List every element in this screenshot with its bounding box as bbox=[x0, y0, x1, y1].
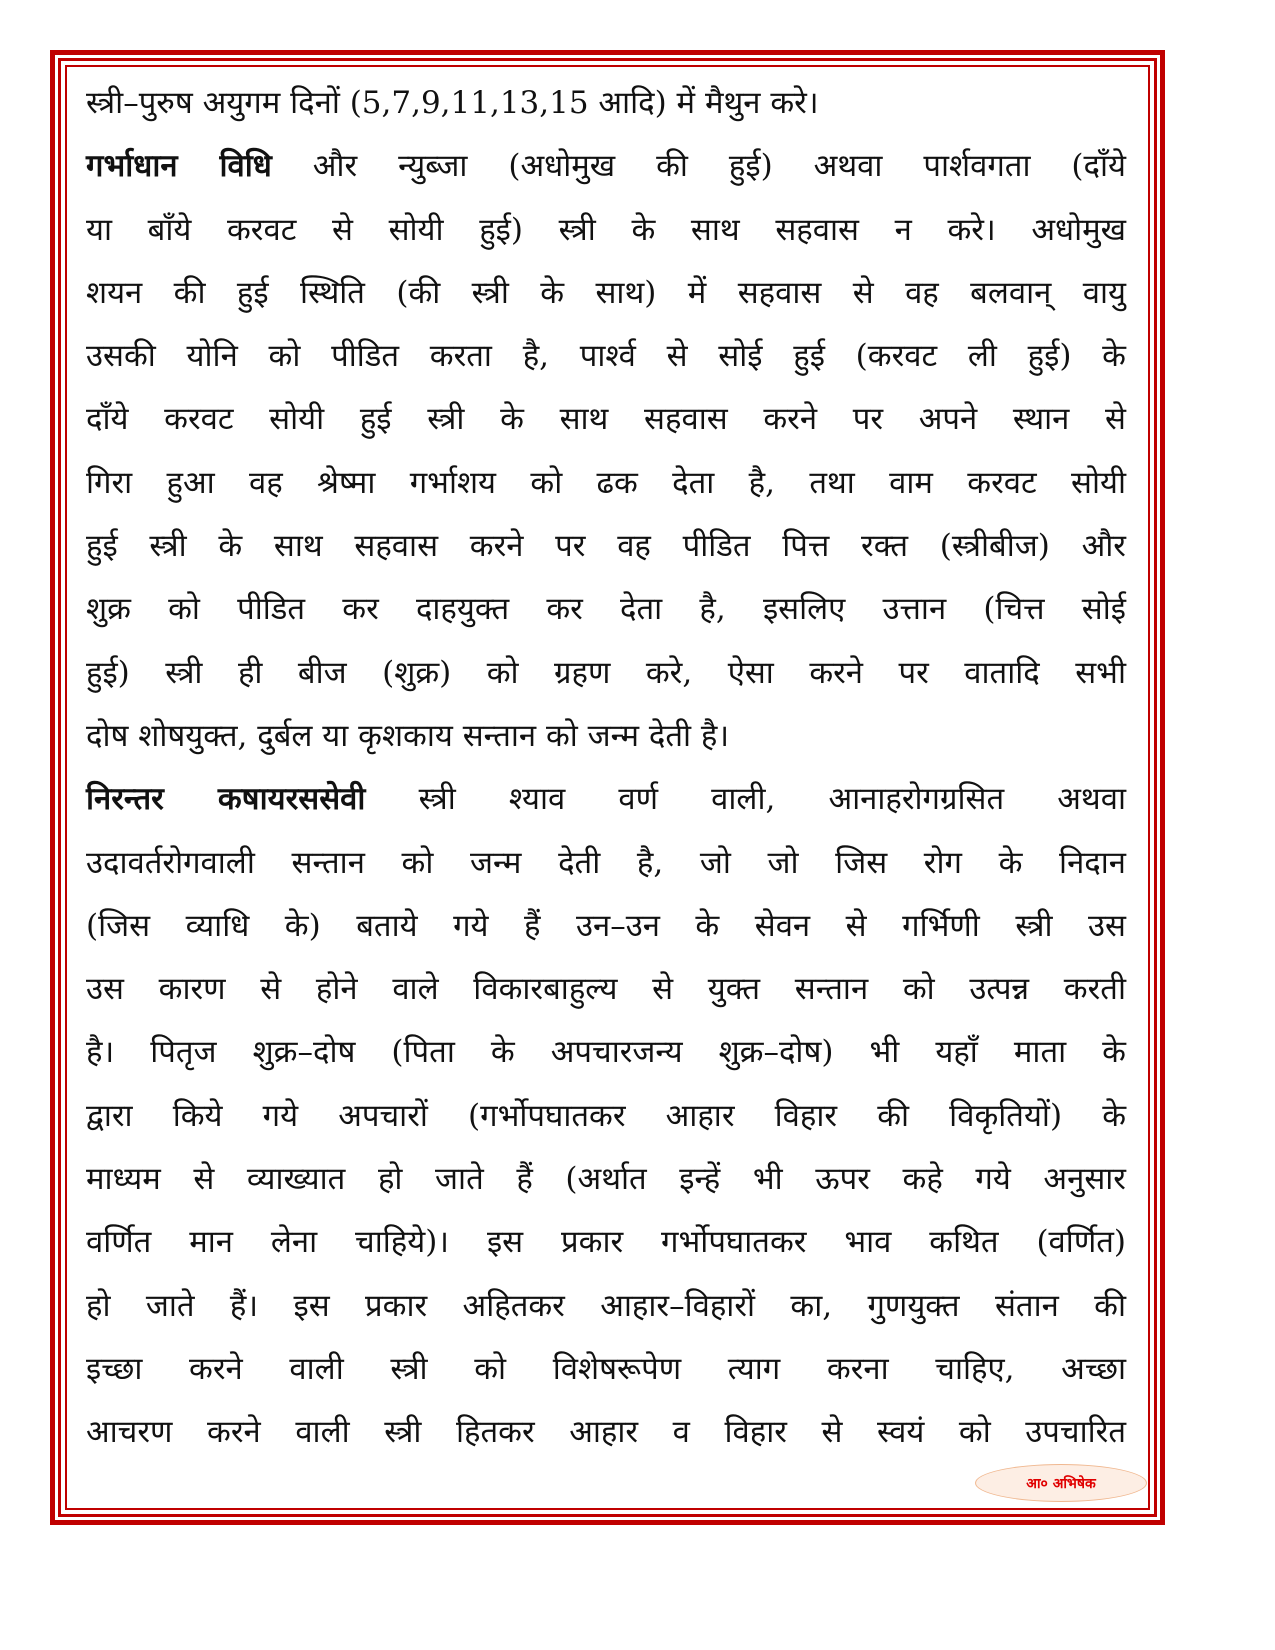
line-text: हुई स्त्री के साथ सहवास करने पर वह पीडित पित्त रक्त (स्त्रीबीज) और bbox=[86, 528, 1126, 565]
text-line bbox=[86, 452, 1126, 515]
text-line bbox=[86, 262, 1126, 325]
document-body bbox=[86, 72, 1126, 1465]
line-text: उस कारण से होने वाले विकारबाहुल्य से युक्त सन्तान को उत्पन्न करती bbox=[86, 971, 1126, 1008]
text-line bbox=[86, 705, 1126, 768]
bold-heading: गर्भाधान विधि bbox=[86, 148, 272, 185]
line-text: हो जाते हैं। इस प्रकार अहितकर आहार–विहारों का, गुणयुक्त संतान की bbox=[86, 1287, 1126, 1324]
text-line bbox=[86, 958, 1126, 1021]
line-text: इच्छा करने वाली स्त्री को विशेषरूपेण त्याग करना चाहिए, अच्छा bbox=[86, 1350, 1126, 1387]
line-text: वर्णित मान लेना चाहिये)। इस प्रकार गर्भोपघातकर भाव कथित (वर्णित) bbox=[86, 1224, 1126, 1261]
text-line bbox=[86, 515, 1126, 578]
line-text: (जिस व्याधि के) बताये गये हैं उन–उन के सेवन से गर्भिणी स्त्री उस bbox=[86, 907, 1126, 944]
text-line bbox=[86, 895, 1126, 958]
text-line bbox=[86, 642, 1126, 705]
line-text: शयन की हुई स्थिति (की स्त्री के साथ) में सहवास से वह बलवान् वायु bbox=[86, 274, 1126, 311]
line-text: दोष शोषयुक्त, दुर्बल या कृशकाय सन्तान को जन्म देती है। bbox=[86, 717, 730, 754]
text-line bbox=[86, 72, 1126, 135]
line-text: या बाँये करवट से सोयी हुई) स्त्री के साथ सहवास न करे। अधोमुख bbox=[86, 211, 1126, 248]
author-stamp-text: आ० अभिषेक bbox=[1026, 1475, 1096, 1492]
text-line bbox=[86, 1401, 1126, 1464]
text-line bbox=[86, 1021, 1126, 1084]
line-text: आचरण करने वाली स्त्री हितकर आहार व विहार से स्वयं को उपचारित bbox=[86, 1414, 1126, 1451]
line-text: माध्यम से व्याख्यात हो जाते हैं (अर्थात इन्हें भी ऊपर कहे गये अनुसार bbox=[86, 1161, 1126, 1198]
line-text: स्त्री श्याव वर्ण वाली, आनाहरोगग्रसित अथवा bbox=[365, 781, 1126, 818]
author-stamp bbox=[975, 1464, 1147, 1502]
text-line bbox=[86, 1338, 1126, 1401]
text-line bbox=[86, 135, 1126, 198]
text-line bbox=[86, 768, 1126, 831]
text-line bbox=[86, 1148, 1126, 1211]
line-text: दाँये करवट सोयी हुई स्त्री के साथ सहवास करने पर अपने स्थान से bbox=[86, 401, 1126, 438]
text-line bbox=[86, 1211, 1126, 1274]
line-text: द्वारा किये गये अपचारों (गर्भोपघातकर आहार विहार की विकृतियों) के bbox=[86, 1097, 1126, 1134]
text-line bbox=[86, 1085, 1126, 1148]
line-text: और न्युब्जा (अधोमुख की हुई) अथवा पार्शवगता (दाँये bbox=[271, 148, 1126, 185]
line-text: है। पितृज शुक्र–दोष (पिता के अपचारजन्य शुक्र–दोष) भी यहाँ माता के bbox=[86, 1034, 1126, 1071]
text-line bbox=[86, 199, 1126, 262]
line-text: उसकी योनि को पीडित करता है, पार्श्व से सोई हुई (करवट ली हुई) के bbox=[86, 338, 1126, 375]
line-text: स्त्री–पुरुष अयुगम दिनों (5,7,9,11,13,15 आदि) में मैथुन करे। bbox=[86, 85, 819, 121]
line-text: उदावर्तरोगवाली सन्तान को जन्म देती है, जो जो जिस रोग के निदान bbox=[86, 844, 1126, 881]
line-text: शुक्र को पीडित कर दाहयुक्त कर देता है, इसलिए उत्तान (चित्त सोई bbox=[86, 591, 1126, 628]
text-line bbox=[86, 388, 1126, 451]
text-line bbox=[86, 325, 1126, 388]
text-line bbox=[86, 578, 1126, 641]
bold-heading: निरन्तर कषायरससेवी bbox=[86, 781, 366, 818]
text-line bbox=[86, 1275, 1126, 1338]
line-text: हुई) स्त्री ही बीज (शुक्र) को ग्रहण करे, ऐसा करने पर वातादि सभी bbox=[86, 654, 1126, 691]
text-line bbox=[86, 832, 1126, 895]
line-text: गिरा हुआ वह श्रेष्मा गर्भाशय को ढक देता है, तथा वाम करवट सोयी bbox=[86, 464, 1126, 501]
